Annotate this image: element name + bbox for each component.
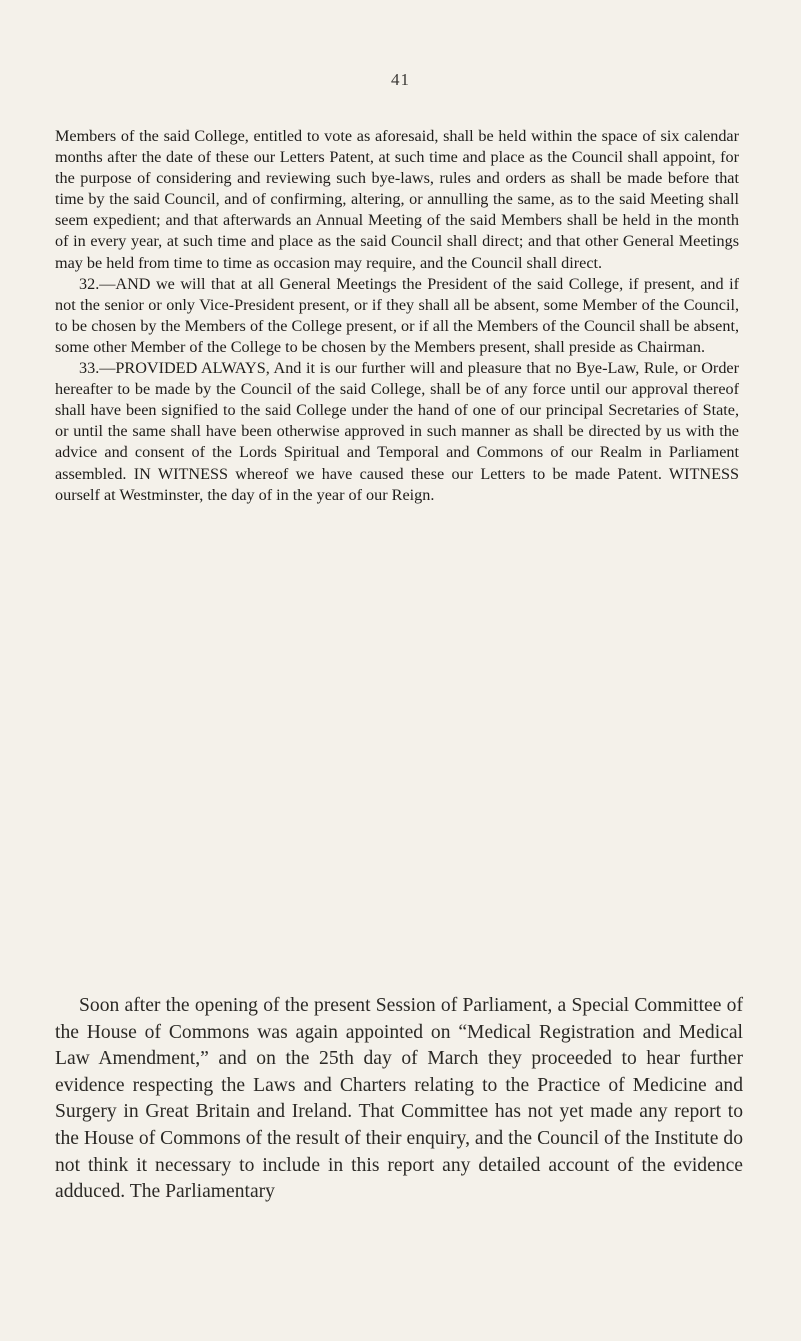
page-number: 41 xyxy=(391,70,410,89)
charter-section-32: 32.—AND we will that at all General Meetings the President of the said College, if present, and if not the senior or only Vice-President present, or if they shall all be absent, some Member of the Council, to be chosen by the Members of the College present, or if all the Members of the Council shall be absent, some other Member of the College to be chosen by the Members present, shall preside as Chairman. xyxy=(55,274,739,356)
charter-paragraph-continuation: Members of the said College, entitled to vote as aforesaid, shall be held within the space of six calendar months after the date of these our Letters Patent, at such time and place as the Council shall appoint, for the purpose of considering and reviewing such bye-laws, rules and orders as shall be made before that time by the said Council, and of confirming, altering, or annulling the same, as to the said Meeting shall seem expedient; and that afterwards an Annual Meeting of the said Members shall be held in the month of in every year, at such time and place as the said Council shall direct; and that other General Meetings may be held from time to time as occasion may require, and the Council shall direct. xyxy=(55,127,739,272)
charter-text-block xyxy=(55,126,739,506)
charter-section-33: 33.—PROVIDED ALWAYS, And it is our further will and pleasure that no Bye-Law, Rule, or Order hereafter to be made by the Council of the said College, shall be of any force until our approval thereof shall have been signified to the said College under the hand of one of our principal Secretaries of State, or until the same shall have been otherwise approved in such manner as shall be directed by us with the advice and consent of the Lords Spiritual and Temporal and Commons of our Realm in Parliament assembled. IN WITNESS whereof we have caused these our Letters to be made Patent. WITNESS ourself at Westminster, the day of in the year of our Reign. xyxy=(55,359,739,504)
report-text-block xyxy=(55,993,743,1206)
report-paragraph: Soon after the opening of the present Session of Parliament, a Special Committee of the House of Commons was again appointed on “Medical Registration and Medical Law Amendment,” and on the 25th day of March they proceeded to hear further evidence respecting the Laws and Charters relating to the Practice of Medicine and Surgery in Great Britain and Ireland. That Committee has not yet made any report to the House of Commons of the result of their enquiry, and the Council of the Institute do not think it necessary to include in this report any detailed account of the evidence adduced. The Parliamentary xyxy=(55,995,743,1203)
